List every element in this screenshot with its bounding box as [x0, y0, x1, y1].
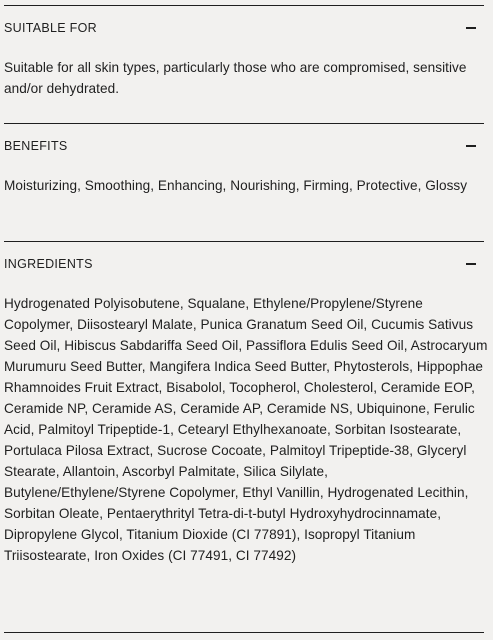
accordion-content-benefits: Moisturizing, Smoothing, Enhancing, Nourishing, Firming, Protective, Glossy [4, 178, 468, 193]
accordion-header-benefits[interactable] [4, 132, 484, 160]
accordion-content-ingredients: Hydrogenated Polyisobutene, Squalane, Ethylene/Propylene/Styrene Copolymer, Diisostearyl Malate, Punica Granatum Seed Oil, Cucumis Sativus Seed Oil, Hibiscus Sabdariffa Seed Oil, Passiflora Edulis Seed Oil, Astrocaryum Murumuru Seed Butter, Mangifera Indica Seed Butter, Phytosterols, Hippophae Rhamnoides Fruit Extract, Bisabolol, Tocopherol, Cholesterol, Ceramide EOP, Ceramide NP, Ceramide AS, Ceramide AP, Ceramide NS, Ubiquinone, Ferulic Acid, Palmitoyl Tripeptide-1, Cetearyl Ethylhexanoate, Sorbitan Isostearate, Portulaca Pilosa Extract, Sucrose Cocoate, Palmitoyl Tripeptide-38, Glyceryl Stearate, Allantoin, Ascorbyl Palmitate, Silica Silylate, Butylene/Ethylene/Styrene Copolymer, Ethyl Vanillin, Hydrogenated Lecithin, Sorbitan Oleate, Pentaerythrityl Tetra-di-t-butyl Hydroxyhydrocinnamate, Dipropylene Glycol, Titanium Dioxide (CI 77891), Isopropyl Titanium Triisostearate, Iron Oxides (CI 77491, CI 77492) [4, 296, 488, 563]
section-divider [4, 632, 484, 633]
minus-icon[interactable] [466, 259, 476, 269]
accordion-content-suitable-for: Suitable for all skin types, particularly those who are compromised, sensitive and/or dehydrated. [4, 60, 467, 96]
accordion-title: INGREDIENTS [4, 257, 93, 271]
minus-icon[interactable] [466, 141, 476, 151]
minus-icon[interactable] [466, 23, 476, 33]
accordion-title: BENEFITS [4, 139, 68, 153]
accordion-header-suitable-for[interactable] [4, 14, 484, 42]
section-divider [4, 5, 484, 6]
accordion-title: SUITABLE FOR [4, 21, 97, 35]
section-divider [4, 241, 484, 242]
accordion-header-ingredients[interactable] [4, 250, 484, 278]
section-divider [4, 123, 484, 124]
